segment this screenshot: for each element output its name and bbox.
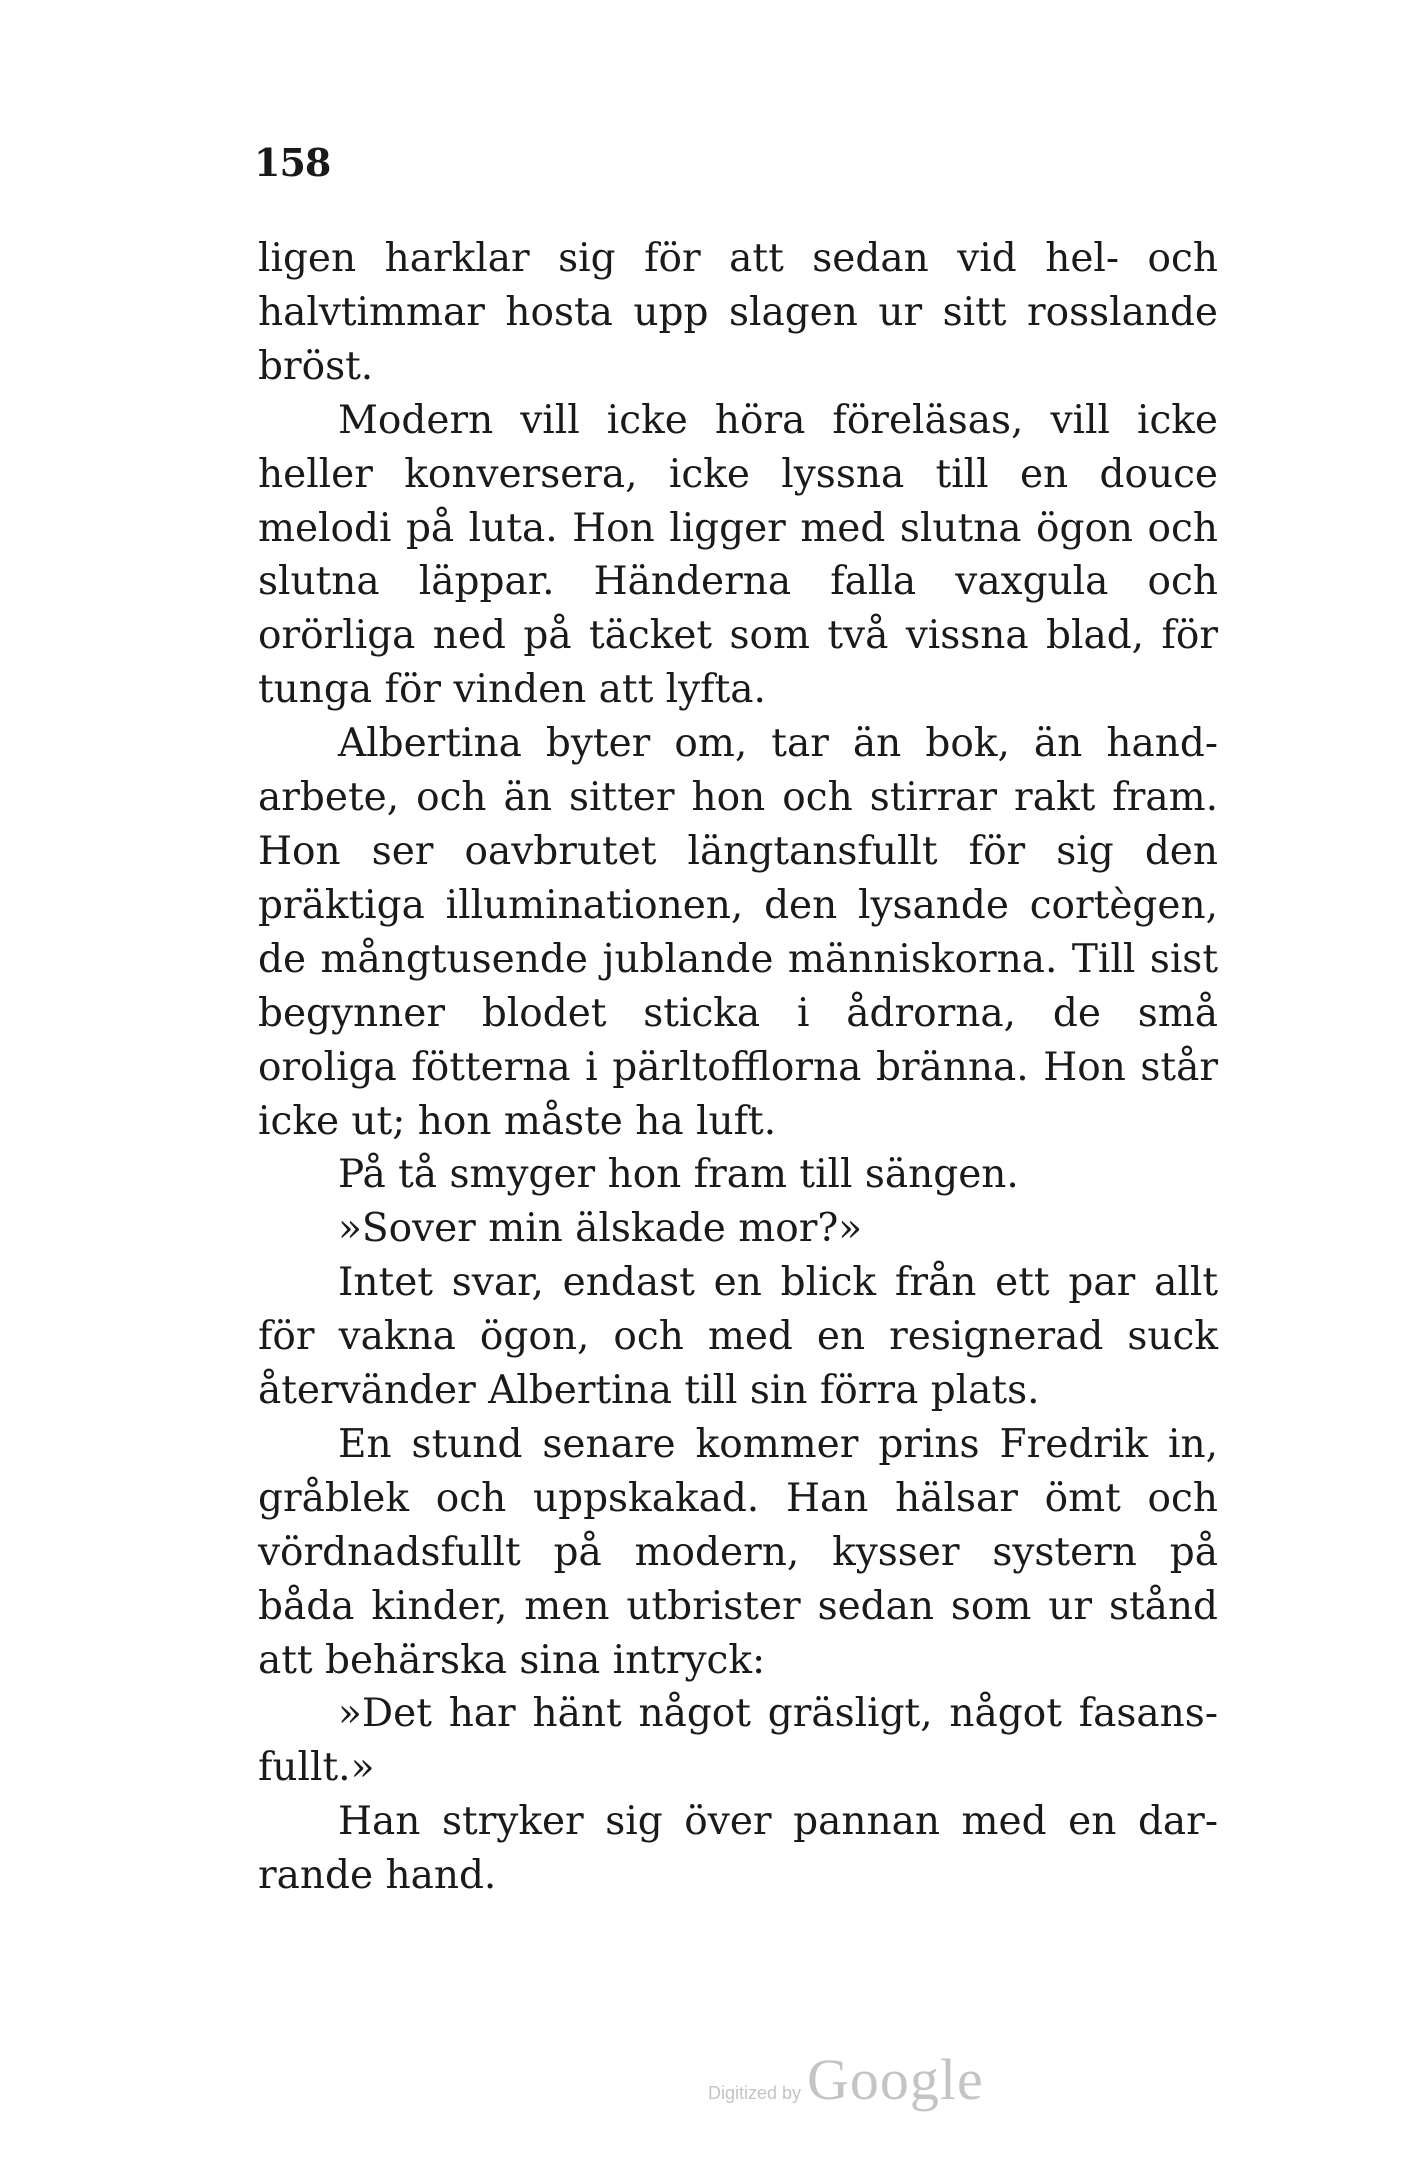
paragraph: På tå smyger hon fram till sängen.	[338, 1152, 1019, 1198]
digitized-watermark	[708, 2046, 984, 2113]
paragraph: »Sover min älskade mor?»	[338, 1206, 863, 1252]
paragraph: Modern vill icke höra föreläsas, vill icke heller konversera, icke lyssna till en douce melodi på luta. Hon ligger med slutna ögon och slutna läppar. Händerna falla vaxgula och orörliga ned på täcket som två vissna blad, för tunga för vinden att lyfta.	[258, 397, 1218, 713]
paragraph: En stund senare kommer prins Fredrik in, gråblek och uppskakad. Han hälsar ömt och vördnadsfullt på modern, kysser systern på båda kinder, men utbrister sedan som ur stånd att behärska sina intryck:	[258, 1421, 1218, 1683]
paragraph: Intet svar, endast en blick från ett par allt för vakna ögon, och med en resignerad suck återvänder Albertina till sin förra plats.	[258, 1260, 1218, 1414]
paragraph: Han stryker sig över pannan med en darrande hand.	[258, 1799, 1218, 1899]
page-number: 158	[254, 140, 331, 185]
paragraph: »Det har hänt något gräsligt, något fasansfullt.»	[258, 1691, 1218, 1791]
watermark-prefix: Digitized by	[708, 2083, 802, 2103]
paragraph-continuation: ligen harklar sig för att sedan vid hel- och halvtimmar hosta upp slagen ur sitt rosslande bröst.	[258, 236, 1218, 389]
google-logo: Google	[807, 2047, 984, 2112]
body-text	[258, 232, 1218, 1903]
paragraph: Albertina byter om, tar än bok, än handarbete, och än sitter hon och stirrar rakt fram. Hon ser oavbrutet längtansfullt för sig den präktiga illuminationen, den lysande cortègen, de mångtusende jublande människorna. Till sist begynner blodet sticka i ådrorna, de små oroliga fötterna i pärltofflorna bränna. Hon står icke ut; hon måste ha luft.	[258, 721, 1218, 1144]
